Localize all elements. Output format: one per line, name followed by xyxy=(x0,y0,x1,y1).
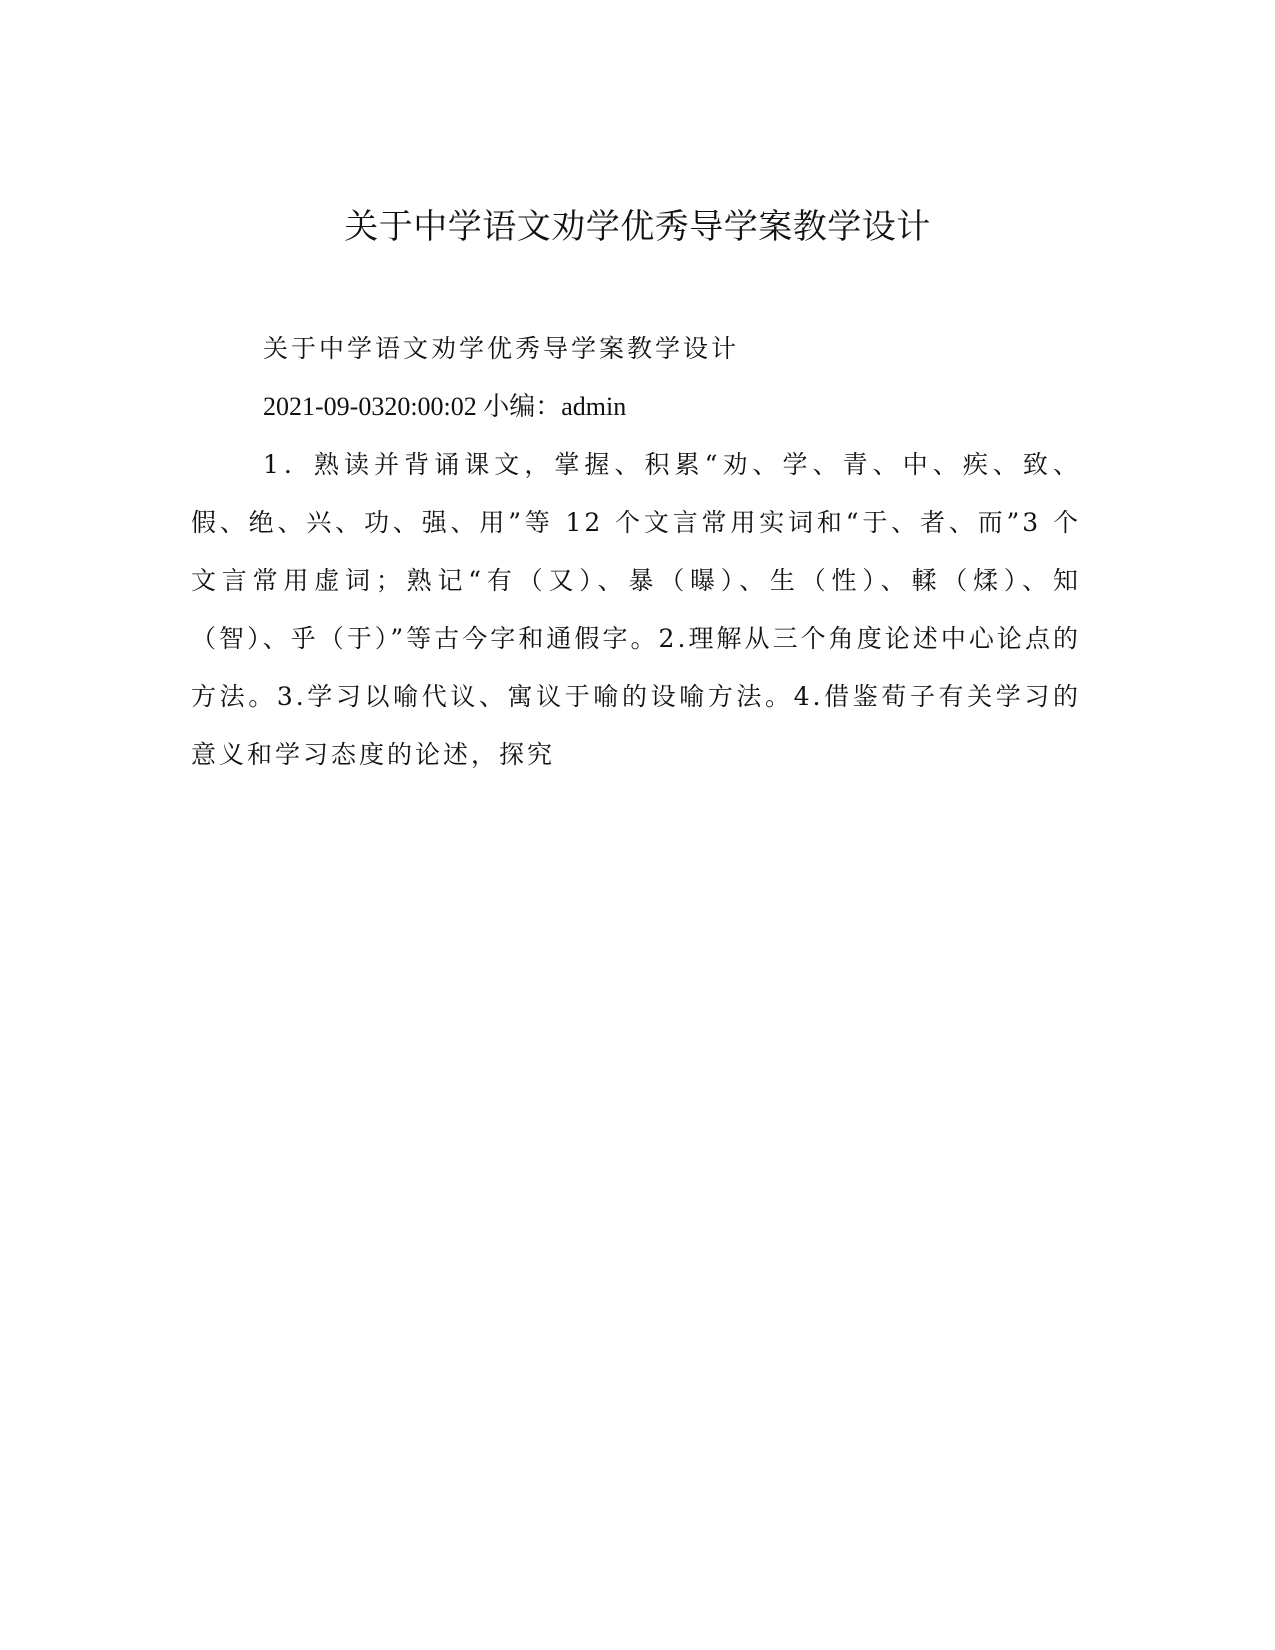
document-paragraph: 1．熟读并背诵课文，掌握、积累“劝、学、青、中、疾、致、假、绝、兴、功、强、用”等 12 个文言常用实词和“于、者、而”3 个文言常用虚词；熟记“有（又）、暴（曝）、生（性）、輮（煣）、知（智）、乎（于）”等古今字和通假字。2.理解从三个角度论述中心论点的方法。3.学习以喻代议、寓议于喻的设喻方法。4.借鉴荀子有关学习的意义和学习态度的论述，探究 xyxy=(191,450,1081,769)
document-title: 关于中学语文劝学优秀导学案教学设计 xyxy=(344,207,931,247)
document-meta: 2021-09-0320:00:02 小编：admin xyxy=(263,392,627,421)
document-subtitle: 关于中学语文劝学优秀导学案教学设计 xyxy=(263,334,740,363)
document-body xyxy=(191,320,1081,784)
